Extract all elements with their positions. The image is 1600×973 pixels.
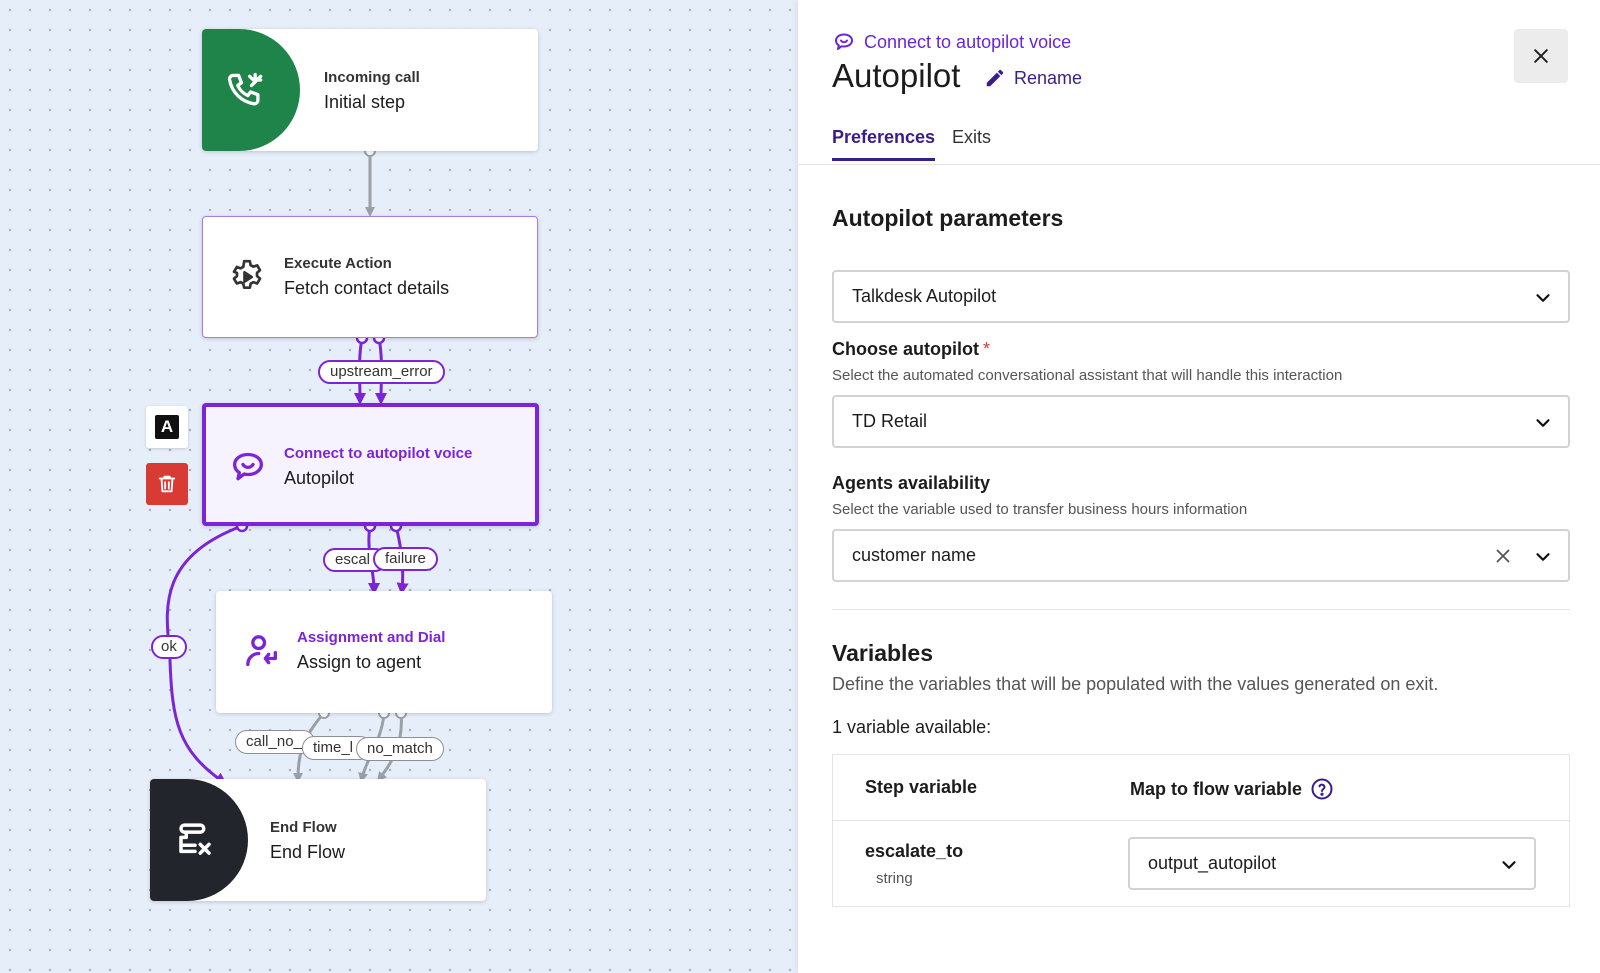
chevron-down-icon <box>1498 854 1520 876</box>
clear-icon[interactable] <box>1492 545 1514 567</box>
properties-panel <box>798 0 1600 973</box>
choose-autopilot-help: Select the automated conversational assistant that will handle this interaction <box>832 367 1343 384</box>
close-icon <box>1531 46 1551 66</box>
rename-label: Rename <box>1014 67 1083 88</box>
annotate-button[interactable] <box>146 406 188 448</box>
chevron-down-icon <box>1532 412 1554 434</box>
node-caption: End Flow <box>270 819 337 836</box>
node-title: Fetch contact details <box>284 278 450 298</box>
trash-icon <box>156 473 178 495</box>
pencil-icon <box>984 67 1006 89</box>
chevron-down-icon <box>1532 546 1554 568</box>
panel-subtitle <box>832 30 1071 54</box>
flow-variable-select[interactable] <box>1128 837 1536 890</box>
gear-play-icon <box>225 255 269 299</box>
node-caption: Incoming call <box>324 69 420 86</box>
variable-name: escalate_to <box>865 841 964 861</box>
select-value: output_autopilot <box>1148 853 1277 873</box>
select-value: Talkdesk Autopilot <box>852 286 997 306</box>
variables-count: 1 variable available: <box>832 717 992 737</box>
node-title: Autopilot <box>284 468 355 488</box>
node-incoming-call[interactable] <box>202 29 538 151</box>
panel-title: Autopilot <box>832 57 961 94</box>
node-caption: Execute Action <box>284 255 392 272</box>
agents-availability-label: Agents availability <box>832 473 991 493</box>
agents-availability-select[interactable] <box>832 529 1570 582</box>
node-caption: Assignment and Dial <box>297 629 446 646</box>
edge-incoming-to-action <box>365 146 375 212</box>
panel-tabs <box>798 118 1600 165</box>
rename-button[interactable] <box>984 67 1082 89</box>
variable-type: string <box>876 870 913 887</box>
required-mark: * <box>983 339 991 359</box>
node-title: Initial step <box>324 92 406 112</box>
annotate-letter-icon: A <box>155 415 179 439</box>
choose-autopilot-label-text: Choose autopilot <box>832 339 979 359</box>
select-value: TD Retail <box>852 411 928 431</box>
node-autopilot-selected[interactable] <box>202 403 539 526</box>
node-title: Assign to agent <box>297 652 422 672</box>
tab-exits[interactable]: Exits <box>952 127 992 147</box>
end-flow-icon <box>170 815 220 865</box>
section-autopilot-parameters: Autopilot parameters <box>832 205 1064 231</box>
close-button[interactable] <box>1514 29 1568 83</box>
variables-table <box>832 754 1570 907</box>
incoming-phone-icon <box>220 65 272 117</box>
node-execute-action[interactable] <box>202 216 538 338</box>
column-map-label: Map to flow variable <box>1130 778 1303 799</box>
section-divider <box>832 609 1570 610</box>
choose-autopilot-select[interactable] <box>832 395 1570 448</box>
section-variables: Variables <box>832 640 934 666</box>
chat-bubble-icon <box>832 30 856 54</box>
select-value: customer name <box>852 545 977 565</box>
chat-bubble-icon <box>226 445 270 489</box>
node-end-flow[interactable] <box>150 779 486 901</box>
edge-label-no-match[interactable]: no_match <box>356 737 444 761</box>
node-caption: Connect to autopilot voice <box>284 445 473 462</box>
edge-label-ok[interactable]: ok <box>151 635 187 659</box>
edge-label-time-l[interactable]: time_l <box>302 736 372 760</box>
tab-preferences[interactable]: Preferences <box>832 127 935 161</box>
edge-label-upstream-error[interactable]: upstream_error <box>318 360 445 384</box>
edge-label-call-no[interactable]: call_no_ <box>235 730 315 754</box>
agents-availability-help: Select the variable used to transfer business hours information <box>832 501 1248 518</box>
edge-label-escal[interactable]: escal <box>323 548 387 572</box>
chevron-down-icon <box>1532 287 1554 309</box>
flow-canvas[interactable] <box>0 0 798 973</box>
choose-autopilot-label <box>832 339 990 360</box>
panel-subtitle-text: Connect to autopilot voice <box>864 31 1072 52</box>
edge-label-failure[interactable]: failure <box>373 547 438 571</box>
node-title: End Flow <box>270 842 346 862</box>
node-assignment-dial[interactable] <box>216 591 552 713</box>
delete-node-button[interactable] <box>146 463 188 505</box>
column-map-to-flow-variable <box>1130 777 1334 801</box>
column-step-variable: Step variable <box>865 777 978 797</box>
help-circle-icon[interactable] <box>1310 777 1334 801</box>
assign-agent-icon <box>240 629 284 673</box>
autopilot-provider-select[interactable] <box>832 270 1570 323</box>
table-header <box>833 755 1569 821</box>
variables-description: Define the variables that will be populated with the values generated on exit. <box>832 674 1439 694</box>
